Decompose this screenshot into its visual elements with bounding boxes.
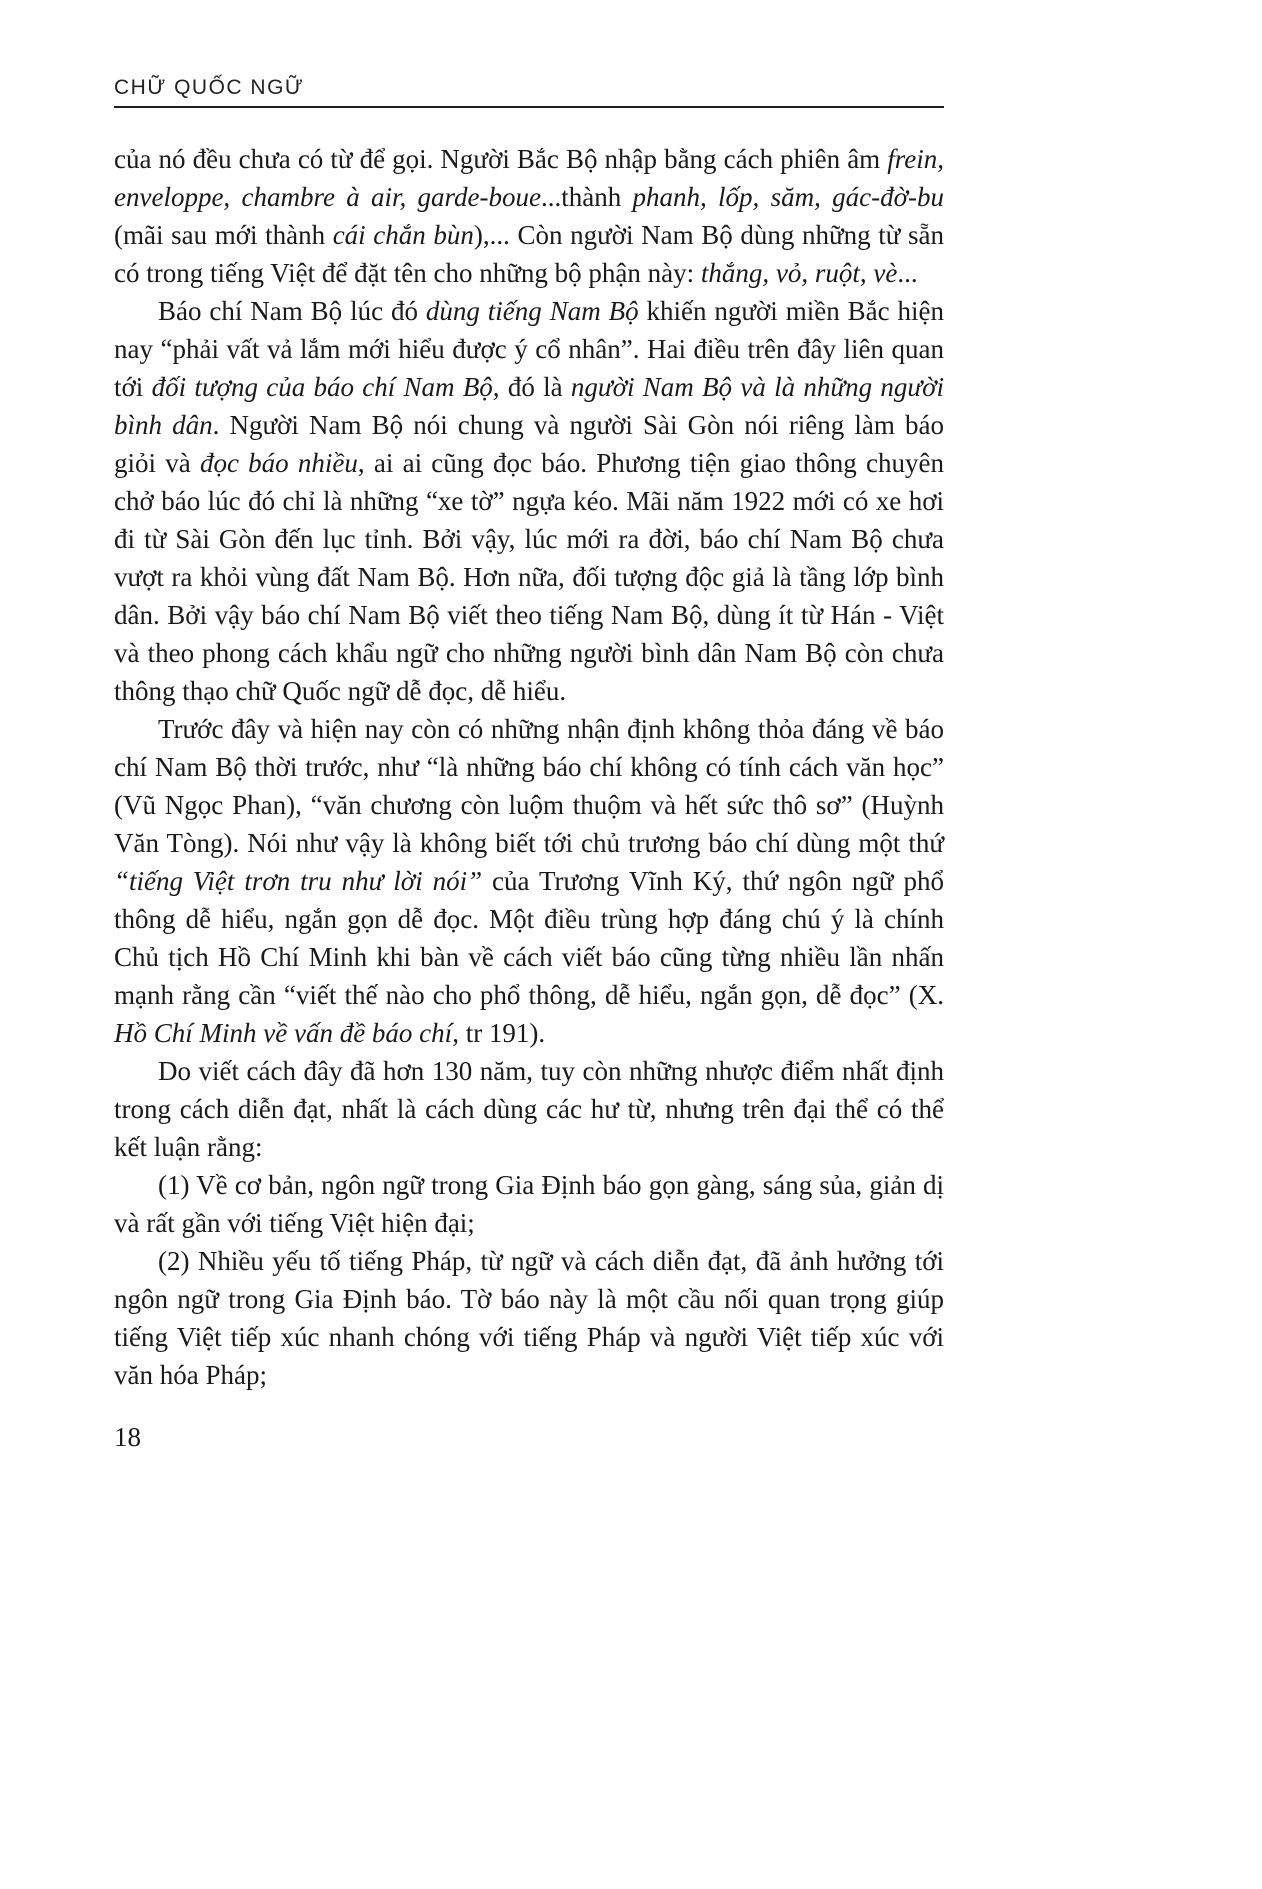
italic-text-run: đối tượng của báo chí Nam Bộ, [151, 372, 500, 402]
text-run: Trước đây và hiện nay còn có những nhận định không thỏa đáng về báo chí Nam Bộ thời trước, như “là những báo chí không có tính cách văn học” (Vũ Ngọc Phan), “văn chương còn luộm thuộm và hết sức thô sơ” (Huỳnh Văn Tòng). Nói như vậy là không biết tới chủ trương báo chí dùng một thứ [114, 714, 944, 858]
paragraph [114, 1052, 944, 1166]
paragraph [114, 140, 944, 292]
text-run: (mãi sau mới thành [114, 220, 333, 250]
italic-text-run: thắng, vỏ, ruột, vè [700, 258, 898, 288]
text-run: Báo chí Nam Bộ lúc đó [158, 296, 426, 326]
paragraph [114, 1242, 944, 1394]
italic-text-run: cái chắn bùn [332, 220, 474, 250]
text-run: của Trương Vĩnh Ký, thứ ngôn ngữ phổ thông dễ hiểu, ngắn gọn dễ đọc. Một điều trùng hợp đáng chú ý là chính Chủ tịch Hồ Chí Minh khi bàn về cách viết báo cũng từng nhiều lần nhấn mạnh rằng cần “viết thế nào cho phổ thông, dễ hiểu, ngắn gọn, dễ đọc” (X. [114, 866, 944, 1010]
italic-text-run: phanh, lốp, săm, gác-đờ-bu [632, 182, 944, 212]
text-run: ... [897, 258, 918, 288]
page-number: 18 [114, 1422, 141, 1452]
text-run: ),... Còn người Nam Bộ dùng những từ sẵn có trong tiếng Việt để đặt tên cho những bộ phận này: [114, 220, 944, 288]
text-run: (2) Nhiều yếu tố tiếng Pháp, từ ngữ và cách diễn đạt, đã ảnh hưởng tới ngôn ngữ trong Gia Định báo. Tờ báo này là một cầu nối quan trọng giúp tiếng Việt tiếp xúc nhanh chóng với tiếng Pháp và người Việt tiếp xúc với văn hóa Pháp; [114, 1246, 944, 1390]
running-header-title: CHỮ QUỐC NGỮ [114, 76, 305, 99]
text-run: khiến người miền Bắc hiện nay “phải vất vả lắm mới hiểu được ý cổ nhân”. Hai điều trên đây liên quan tới [114, 296, 944, 402]
paragraph [114, 292, 944, 710]
paragraph [114, 710, 944, 1052]
paragraph [114, 1166, 944, 1242]
running-header [114, 76, 944, 108]
italic-text-run: người Nam Bộ và là những người bình dân [114, 372, 944, 440]
text-run: Do viết cách đây đã hơn 130 năm, tuy còn những nhược điểm nhất định trong cách diễn đạt, nhất là cách dùng các hư từ, nhưng trên đại thể có thể kết luận rằng: [114, 1056, 944, 1162]
text-run: đó là [499, 372, 571, 402]
text-run: của nó đều chưa có từ để gọi. Người Bắc Bộ nhập bằng cách phiên âm [114, 144, 888, 174]
text-run: , ai ai cũng đọc báo. Phương tiện giao thông chuyên chở báo lúc đó chỉ là những “xe tờ” ngựa kéo. Mãi năm 1922 mới có xe hơi đi từ Sài Gòn đến lục tỉnh. Bởi vậy, lúc mới ra đời, báo chí Nam Bộ chưa vượt ra khỏi vùng đất Nam Bộ. Hơn nữa, đối tượng độc giả là tầng lớp bình dân. Bởi vậy báo chí Nam Bộ viết theo tiếng Nam Bộ, dùng ít từ Hán - Việt và theo phong cách khẩu ngữ cho những người bình dân Nam Bộ còn chưa thông thạo chữ Quốc ngữ dễ đọc, dễ hiểu. [114, 448, 944, 706]
header-rule [114, 106, 944, 108]
italic-text-run: đọc báo nhiều [199, 448, 358, 478]
italic-text-run: “tiếng Việt trơn tru như lời nói” [114, 866, 483, 896]
italic-text-run: Hồ Chí Minh về vấn đề báo chí [114, 1018, 453, 1048]
text-run: (1) Về cơ bản, ngôn ngữ trong Gia Định báo gọn gàng, sáng sủa, giản dị và rất gần với tiếng Việt hiện đại; [114, 1170, 944, 1238]
text-run: ...thành [541, 182, 633, 212]
text-run: , tr 191). [452, 1018, 546, 1048]
text-body [114, 140, 944, 1394]
italic-text-run: frein, enveloppe, chambre à air, garde-boue [114, 144, 944, 212]
italic-text-run: dùng tiếng Nam Bộ [425, 296, 639, 326]
text-run: . Người Nam Bộ nói chung và người Sài Gòn nói riêng làm báo giỏi và [114, 410, 944, 478]
